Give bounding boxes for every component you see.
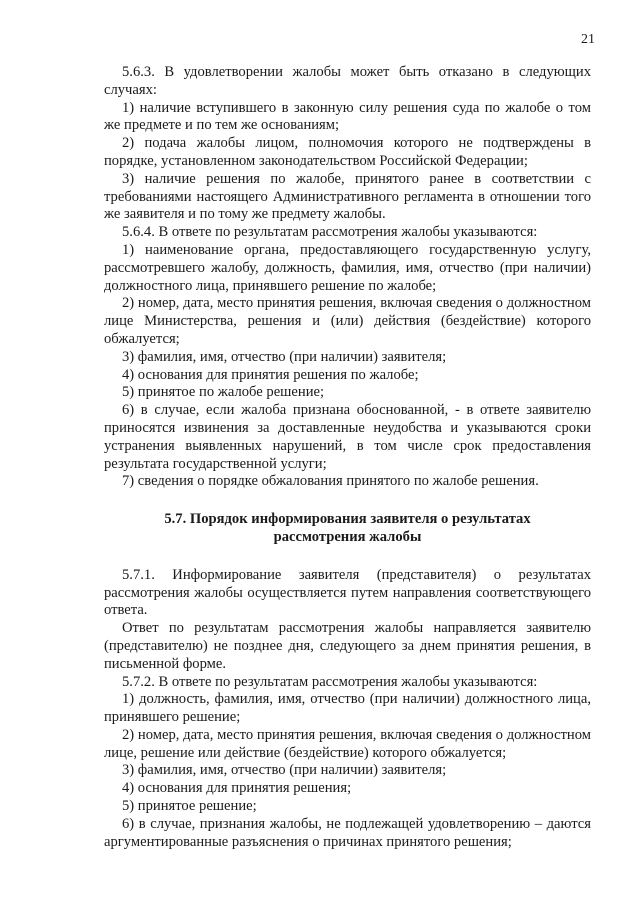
list-item: 1) наличие вступившего в законную силу решения суда по жалобе о том же предмете и по тем же основаниям; [104,99,591,134]
list-item: 2) номер, дата, место принятия решения, включая сведения о должностном лице Министерства, решения и (или) действия (бездействие) которого обжалуется; [104,295,591,347]
spacer [104,491,591,511]
paragraph-5-6-4: 5.6.4. В ответе по результатам рассмотрения жалобы указываются: [122,224,538,241]
list-item: 3) наличие решения по жалобе, принятого ранее в соответствии с требованиями настоящего Административного регламента в отношении того же заявителя и по тому же предмету жалобы. [104,170,591,223]
list-item: 1) наименование органа, предоставляющего государственную услугу, рассмотревшего жалобу, должность, фамилия, имя, отчество (при наличии) должностного лица, принявшего решение по жалобе; [104,241,591,294]
list-item: 6) в случае, признания жалобы, не подлежащей удовлетворению – даются аргументированные разъяснения о причинах принятого решения; [104,815,591,850]
list-item: 4) основания для принятия решения по жалобе; [122,366,419,383]
document-body [104,64,591,851]
list-item: 1) должность, фамилия, имя, отчество (при наличии) должностного лица, принявшего решение; [104,691,591,726]
list-item: 4) основания для принятия решения; [122,780,352,797]
list-item: 3) фамилия, имя, отчество (при наличии) заявителя; [122,762,447,779]
spacer [104,547,591,567]
paragraph-5-6-3: 5.6.3. В удовлетворении жалобы может быть отказано в следующих случаях: [104,64,591,98]
list-item: 5) принятое по жалобе решение; [122,384,325,401]
list-item: 6) в случае, если жалоба признана обоснованной, - в ответе заявителю приносятся извинения за доставленные неудобства и указываются сроки устранения выявленных нарушений, в том числе срок предоставления результата государственной услуги; [104,402,591,472]
list-item: 5) принятое решение; [122,798,257,815]
paragraph-5-7-1: 5.7.1. Информирование заявителя (представителя) о результатах рассмотрения жалобы осуществляется путем направления соответствующего ответа. [104,566,591,619]
list-item: 2) подача жалобы лицом, полномочия которого не подтверждены в порядке, установленном законодательством Российской Федерации; [104,135,591,169]
paragraph: Ответ по результатам рассмотрения жалобы направляется заявителю (представителю) не позднее дня, следующего за днем принятия решения, в письменной форме. [104,620,591,672]
page-number: 21 [581,32,595,47]
list-item: 7) сведения о порядке обжалования принятого по жалобе решения. [122,473,539,490]
paragraph-5-7-2: 5.7.2. В ответе по результатам рассмотрения жалобы указываются: [122,673,538,690]
section-heading-5-7: 5.7. Порядок информирования заявителя о результатах рассмотрения жалобы [164,511,531,545]
list-item: 3) фамилия, имя, отчество (при наличии) заявителя; [122,348,447,365]
list-item: 2) номер, дата, место принятия решения, включая сведения о должностном лице, решение или действие (бездействие) которого обжалуется; [104,726,591,761]
